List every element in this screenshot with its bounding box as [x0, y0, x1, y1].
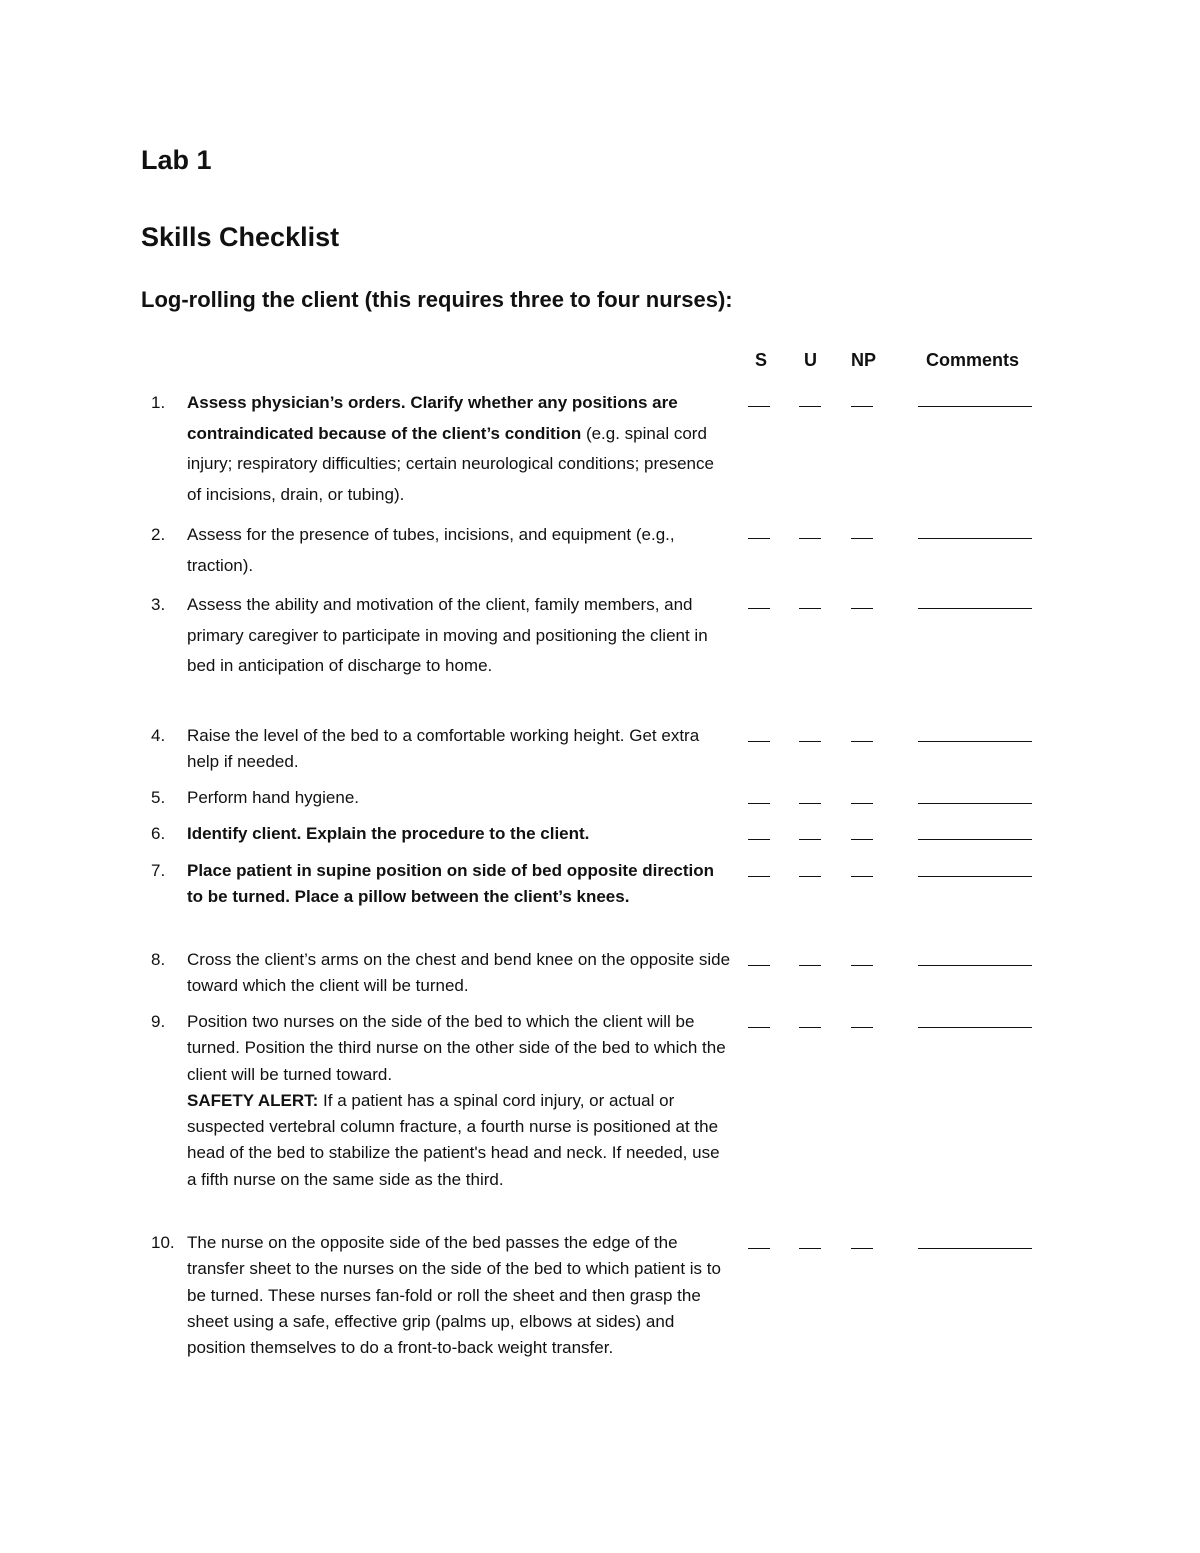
- item-text: Raise the level of the bed to a comfortable working height. Get extra help if needed.: [187, 726, 700, 772]
- safety-alert-label: SAFETY ALERT:: [187, 1090, 319, 1110]
- s-blank[interactable]: [748, 785, 770, 804]
- item-number: 5.: [151, 788, 166, 807]
- item-text: Cross the client’s arms on the chest and bend knee on the opposite side toward which the client will be turned.: [187, 950, 731, 996]
- section-title: Log-rolling the client (this requires three to four nurses):: [141, 287, 733, 312]
- np-blank[interactable]: [851, 858, 873, 877]
- s-blank[interactable]: [748, 520, 770, 539]
- np-blank[interactable]: [851, 388, 873, 407]
- np-blank[interactable]: [851, 723, 873, 742]
- comments-blank[interactable]: [918, 1230, 1032, 1249]
- item-text: Assess the ability and motivation of the client, family members, and primary caregiver to participate in moving and positioning the client in bed in anticipation of discharge to home.: [187, 595, 708, 675]
- item-text-main: Position two nurses on the side of the bed to which the client will be turned. Position the third nurse on the other side of the bed to which the client will be turned toward.: [187, 1012, 726, 1084]
- item-text-normal: (e.g. spinal cord injury; respiratory difficulties; certain neurological conditions; presence of incisions, drain, or tubing).: [187, 423, 714, 504]
- u-blank[interactable]: [799, 723, 821, 742]
- np-blank[interactable]: [851, 590, 873, 609]
- s-blank[interactable]: [748, 821, 770, 840]
- item-number: 6.: [151, 824, 166, 843]
- u-blank[interactable]: [799, 858, 821, 877]
- s-blank[interactable]: [748, 1009, 770, 1028]
- np-blank[interactable]: [851, 520, 873, 539]
- column-header-np: NP: [851, 350, 877, 370]
- s-blank[interactable]: [748, 858, 770, 877]
- comments-blank[interactable]: [918, 520, 1032, 539]
- item-text: Place patient in supine position on side of bed opposite direction to be turned. Place a pillow between the client’s knees.: [187, 861, 715, 907]
- np-blank[interactable]: [851, 785, 873, 804]
- u-blank[interactable]: [799, 821, 821, 840]
- comments-blank[interactable]: [918, 821, 1032, 840]
- u-blank[interactable]: [799, 1230, 821, 1249]
- np-blank[interactable]: [851, 1009, 873, 1028]
- np-blank[interactable]: [851, 821, 873, 840]
- s-blank[interactable]: [748, 947, 770, 966]
- comments-blank[interactable]: [918, 947, 1032, 966]
- s-blank[interactable]: [748, 723, 770, 742]
- u-blank[interactable]: [799, 590, 821, 609]
- item-text: Identify client. Explain the procedure to the client.: [187, 824, 590, 843]
- item-number: 7.: [151, 861, 166, 880]
- checklist-title: Skills Checklist: [141, 222, 340, 252]
- column-header-comments: Comments: [926, 350, 1020, 370]
- u-blank[interactable]: [799, 785, 821, 804]
- comments-blank[interactable]: [918, 858, 1032, 877]
- s-blank[interactable]: [748, 388, 770, 407]
- s-blank[interactable]: [748, 1230, 770, 1249]
- comments-blank[interactable]: [918, 723, 1032, 742]
- item-number: 9.: [151, 1012, 166, 1031]
- item-number: 1.: [151, 393, 166, 412]
- item-text: Perform hand hygiene.: [187, 788, 359, 807]
- comments-blank[interactable]: [918, 590, 1032, 609]
- item-number: 4.: [151, 726, 166, 745]
- item-text: [187, 388, 732, 510]
- item-text: [187, 1009, 732, 1193]
- u-blank[interactable]: [799, 520, 821, 539]
- item-number: 8.: [151, 950, 166, 969]
- item-text: The nurse on the opposite side of the bed passes the edge of the transfer sheet to the nurses on the side of the bed to which patient is to be turned. These nurses fan-fold or roll the sheet and then grasp the sheet using a safe, effective grip (palms up, elbows at sides) and position themselves to do a front-to-back weight transfer.: [187, 1233, 721, 1358]
- comments-blank[interactable]: [918, 785, 1032, 804]
- item-number: 3.: [151, 595, 166, 614]
- comments-blank[interactable]: [918, 388, 1032, 407]
- s-blank[interactable]: [748, 590, 770, 609]
- item-text: Assess for the presence of tubes, incisions, and equipment (e.g., traction).: [187, 525, 675, 575]
- np-blank[interactable]: [851, 947, 873, 966]
- u-blank[interactable]: [799, 1009, 821, 1028]
- column-header-s: S: [755, 350, 768, 370]
- lab-title: Lab 1: [141, 145, 212, 175]
- np-blank[interactable]: [851, 1230, 873, 1249]
- u-blank[interactable]: [799, 388, 821, 407]
- column-header-u: U: [804, 350, 817, 370]
- u-blank[interactable]: [799, 947, 821, 966]
- item-text-bold: Assess physician’s orders. Clarify whether any positions are contraindicated because of the client’s condition: [187, 393, 678, 443]
- safety-alert-text: If a patient has a spinal cord injury, or actual or suspected vertebral column fracture, a fourth nurse is positioned at the head of the bed to stabilize the patient's head and neck. If needed, use a fifth nurse on the same side as the third.: [187, 1090, 720, 1189]
- comments-blank[interactable]: [918, 1009, 1032, 1028]
- item-number: 10.: [151, 1233, 175, 1252]
- item-number: 2.: [151, 525, 166, 544]
